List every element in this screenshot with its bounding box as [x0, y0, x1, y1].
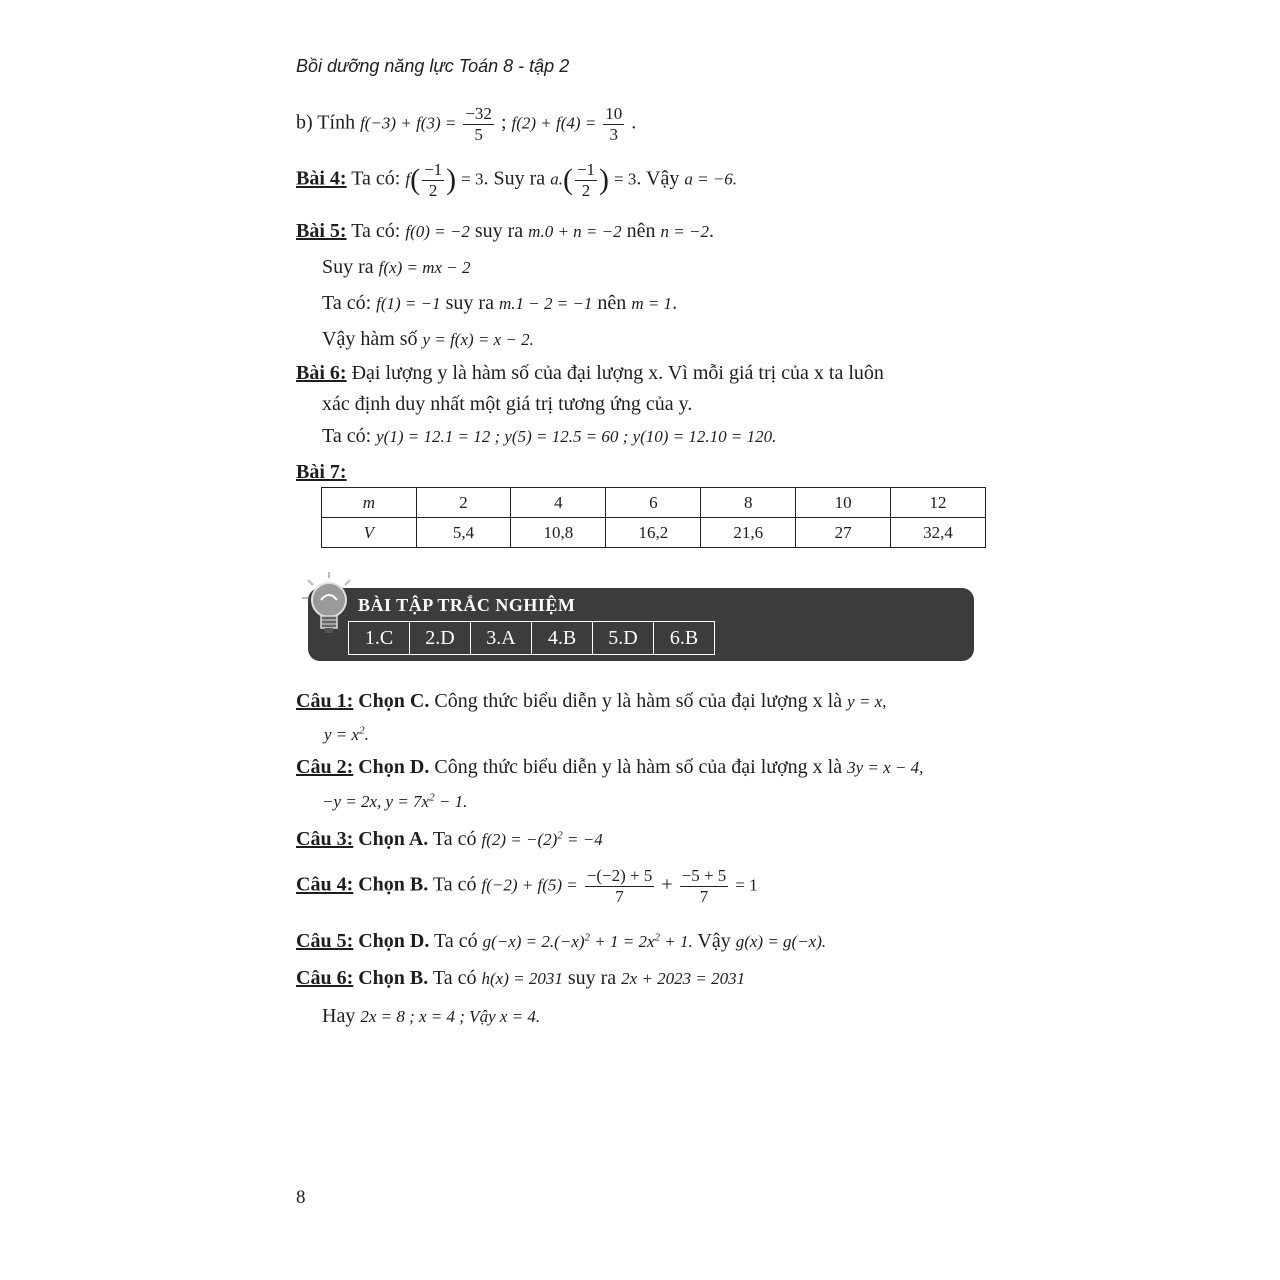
- math: [322, 792, 467, 811]
- math-end: = −4: [562, 830, 603, 849]
- table-cell: V: [322, 518, 417, 548]
- running-header: Bồi dưỡng năng lực Toán 8 - tập 2: [296, 56, 570, 76]
- math: y(1) = 12.1 = 12 ; y(5) = 12.5 = 60 ; y(10) = 12.10 = 120.: [376, 427, 777, 446]
- math: [324, 725, 369, 744]
- table-cell: 21,6: [701, 518, 796, 548]
- fraction: [585, 866, 655, 906]
- math-end: .: [364, 725, 369, 744]
- math: 3y = x − 4,: [847, 758, 924, 777]
- answer-cell: 4.B: [532, 622, 593, 654]
- math: f(0) = −2: [405, 222, 470, 241]
- math-base: f(2) = −(2): [481, 830, 558, 849]
- math: m = 1: [631, 294, 673, 313]
- bai5-line3: [322, 291, 677, 315]
- choice: Chọn D.: [358, 930, 430, 952]
- cau1-label: Câu 1:: [296, 690, 354, 712]
- choice: Chọn A.: [358, 828, 429, 850]
- math: n = −2: [660, 222, 709, 241]
- table-row: [322, 488, 986, 518]
- cau3-line: [296, 827, 603, 851]
- math: = 3: [614, 169, 637, 189]
- choice: Chọn B.: [358, 873, 429, 896]
- math-mid: + 1 = 2x: [590, 932, 655, 951]
- bai5-label: Bài 5:: [296, 220, 347, 242]
- answer-cell: 1.C: [349, 622, 410, 654]
- bai4-label: Bài 4:: [296, 167, 347, 190]
- table-cell: 6: [606, 488, 701, 518]
- table-cell: 2: [416, 488, 511, 518]
- part-b-fraction1: [463, 104, 494, 144]
- frac-den: 7: [699, 886, 709, 906]
- label: Bài 7:: [296, 461, 347, 483]
- choice: Chọn B.: [358, 967, 429, 989]
- math: g(x) = g(−x).: [735, 932, 827, 951]
- bai6-line2: xác định duy nhất một giá trị tương ứng của y.: [322, 393, 693, 415]
- cau6-line2: [322, 1004, 540, 1028]
- math: f(−2) + f(5) =: [481, 875, 578, 895]
- math: y = f(x) = x − 2.: [422, 330, 534, 349]
- part-b-fraction2: [603, 104, 624, 144]
- table-cell: 27: [796, 518, 891, 548]
- exponent: 2: [584, 931, 590, 944]
- frac-den: 2: [428, 180, 438, 200]
- math: = 3: [461, 169, 484, 189]
- cau4-line: [296, 866, 758, 906]
- answer-cell: 6.B: [669, 626, 699, 649]
- frac-den: 2: [581, 180, 591, 200]
- period: .: [672, 292, 678, 314]
- math: m.1 − 2 = −1: [498, 294, 593, 313]
- choice: Chọn C.: [358, 690, 430, 712]
- frac-num: −1: [576, 160, 596, 179]
- bai6-label: Bài 6:: [296, 362, 347, 384]
- text: Ta có:: [322, 292, 372, 314]
- fraction: [422, 160, 444, 200]
- text: Ta có: [432, 967, 477, 989]
- period: .: [631, 111, 637, 134]
- frac-den: 3: [609, 124, 619, 144]
- math-base: −y = 2x, y = 7x: [322, 792, 430, 811]
- text: Ta có:: [322, 425, 372, 447]
- quiz-banner: [308, 588, 974, 661]
- text: Ta có:: [351, 220, 401, 242]
- math: f: [405, 169, 411, 189]
- math: a = −6.: [684, 169, 738, 189]
- paren-close: ): [446, 163, 457, 197]
- exponent: 2: [359, 724, 365, 737]
- math: h(x) = 2031: [481, 969, 563, 988]
- bai5-line2: [322, 255, 471, 279]
- bai6-line1: [296, 361, 884, 385]
- frac-num: −5 + 5: [681, 866, 727, 885]
- part-b-prefix: b) Tính: [296, 111, 356, 134]
- paren-open: (: [562, 163, 573, 197]
- bai4-line: [296, 160, 737, 200]
- cau1-line2: [324, 722, 369, 746]
- paren-open: (: [410, 163, 421, 197]
- math: a.: [550, 169, 563, 189]
- text: nên: [626, 220, 656, 242]
- table-cell: 5,4: [416, 518, 511, 548]
- math-end: + 1.: [660, 932, 693, 951]
- text: Ta có: [434, 930, 478, 952]
- separator: ;: [500, 111, 507, 134]
- cau6-line1: [296, 966, 745, 990]
- table-cell: 8: [701, 488, 796, 518]
- frac-den: 5: [474, 124, 483, 144]
- math: 2x + 2023 = 2031: [621, 969, 746, 988]
- page-number: 8: [296, 1187, 306, 1208]
- cau5-line: [296, 929, 826, 953]
- math-end: − 1.: [434, 792, 468, 811]
- fraction: [680, 866, 729, 906]
- table-cell: 12: [891, 488, 986, 518]
- bai5-line4: [322, 327, 534, 351]
- exponent: 2: [654, 931, 660, 944]
- text: . Suy ra: [483, 167, 546, 190]
- fraction: [575, 160, 597, 200]
- text: Công thức biểu diễn y là hàm số của đại lượng x là: [434, 690, 843, 712]
- period: .: [708, 220, 714, 242]
- bai6-line3: [322, 424, 776, 448]
- table-row: [322, 518, 986, 548]
- answer-cell: 2.D: [410, 622, 471, 654]
- frac-den: 7: [615, 886, 624, 906]
- math-base: g(−x) = 2.(−x): [482, 932, 585, 951]
- bai7-label: [296, 460, 347, 484]
- text: Vậy hàm số: [322, 328, 418, 350]
- text: suy ra: [445, 292, 494, 314]
- lightbulb-icon: [300, 570, 358, 636]
- text: Suy ra: [322, 256, 374, 278]
- math-base: y = x: [324, 725, 360, 744]
- cau2-line1: [296, 755, 923, 779]
- table-cell: 10,8: [511, 518, 606, 548]
- part-b-expr1: f(−3) + f(3) =: [360, 113, 457, 133]
- math: m.0 + n = −2: [528, 222, 622, 241]
- frac-num: −(−2) + 5: [586, 866, 653, 885]
- table-cell: 32,4: [891, 518, 986, 548]
- text: nên: [597, 292, 627, 314]
- exponent: 2: [557, 829, 563, 842]
- math: y = x,: [847, 692, 887, 711]
- answer-cell: 5.D: [593, 622, 654, 654]
- cau5-label: Câu 5:: [296, 930, 354, 952]
- paren-close: ): [599, 163, 610, 197]
- table-cell: 16,2: [606, 518, 701, 548]
- plus: +: [661, 873, 673, 896]
- math: [483, 932, 693, 951]
- text: Công thức biểu diễn y là hàm số của đại lượng x là: [434, 756, 843, 778]
- text: suy ra: [567, 967, 617, 989]
- cau4-label: Câu 4:: [296, 873, 354, 896]
- choice: Chọn D.: [358, 756, 430, 778]
- text: . Vậy: [636, 167, 680, 190]
- answer-cell: 3.A: [471, 622, 532, 654]
- part-b-line: [296, 104, 636, 144]
- cau2-label: Câu 2:: [296, 756, 354, 778]
- part-b-expr2: f(2) + f(4) =: [511, 113, 597, 133]
- cau6-label: Câu 6:: [296, 967, 354, 989]
- text: Đại lượng y là hàm số của đại lượng x. Vì mỗi giá trị của x ta luôn: [351, 362, 884, 384]
- cau3-label: Câu 3:: [296, 828, 354, 850]
- quiz-answer-grid: [348, 621, 715, 655]
- table-cell: 4: [511, 488, 606, 518]
- text: Ta có: [432, 873, 477, 896]
- text: Hay: [322, 1005, 356, 1027]
- math: [481, 830, 602, 849]
- table-cell: 10: [796, 488, 891, 518]
- frac-num: −32: [465, 104, 492, 123]
- exponent: 2: [429, 791, 435, 804]
- bai5-line1: [296, 219, 714, 243]
- cau2-line2: [322, 789, 467, 813]
- table-cell: m: [322, 488, 417, 518]
- text: Vậy: [697, 930, 731, 952]
- text: suy ra: [474, 220, 524, 242]
- frac-num: 10: [605, 104, 623, 123]
- text: Ta có: [432, 828, 477, 850]
- frac-num: −1: [424, 160, 443, 179]
- math: f(x) = mx − 2: [378, 258, 471, 277]
- math: f(1) = −1: [376, 294, 441, 313]
- bai7-table: [321, 487, 986, 548]
- math: = 1: [735, 875, 758, 895]
- text: Ta có:: [351, 167, 401, 190]
- cau1-line1: [296, 689, 886, 713]
- quiz-title: BÀI TẬP TRẮC NGHIỆM: [358, 595, 576, 615]
- math: 2x = 8 ; x = 4 ; Vậy x = 4.: [360, 1007, 541, 1026]
